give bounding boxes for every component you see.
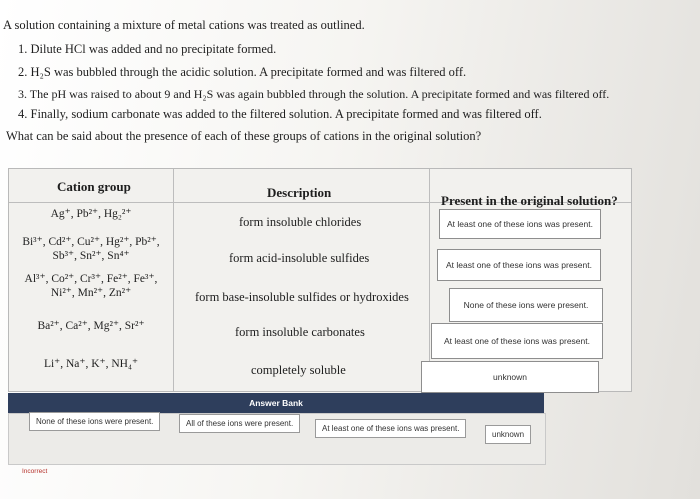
answer-bank-title: Answer Bank (8, 393, 544, 413)
answer-drop-zone-carbonates[interactable]: At least one of these ions was present. (431, 323, 603, 359)
cation-line: Al³⁺, Co²⁺, Cr³⁺, Fe²⁺, Fe³⁺, (24, 273, 158, 285)
cation-table (8, 168, 632, 392)
question-step-3: 3. The pH was raised to about 9 and H₂S was again bubbled through the solution. A precipitate formed and was filtered off. (18, 87, 610, 101)
cation-line: Bi³⁺, Cd²⁺, Cu²⁺, Hg²⁺, Pb²⁺, (22, 236, 160, 248)
cation-group-carbonates (9, 319, 173, 333)
status-incorrect: Incorrect (22, 468, 48, 475)
description-acid-sulfides: form acid-insoluble sulfides (229, 251, 370, 265)
header-present: Present in the original solution? (441, 193, 618, 208)
description-chlorides: form insoluble chlorides (239, 215, 362, 229)
answer-chip-all[interactable]: All of these ions were present. (179, 414, 300, 433)
question-prompt: What can be said about the presence of each of these groups of cations in the original solution? (6, 129, 482, 143)
cation-line: Ag⁺, Pb²⁺, Hg₂²⁺ (50, 208, 132, 220)
answer-chip-at-least-one[interactable]: At least one of these ions was present. (315, 419, 466, 438)
header-cation-group: Cation group (57, 179, 131, 194)
cation-group-acid-sulfides (9, 235, 173, 263)
cation-line: Li⁺, Na⁺, K⁺, NH₄⁺ (43, 358, 139, 370)
description-base-sulfides: form base-insoluble sulfides or hydroxides (195, 290, 409, 304)
cation-group-soluble (9, 357, 173, 371)
cation-group-base-sulfides (9, 272, 173, 300)
answer-drop-zone-chlorides[interactable]: At least one of these ions was present. (439, 209, 601, 239)
cation-line: Ni²⁺, Mn²⁺, Zn²⁺ (50, 287, 132, 299)
cation-group-chlorides (9, 207, 173, 221)
cation-line: Ba²⁺, Ca²⁺, Mg²⁺, Sr²⁺ (37, 320, 145, 332)
question-step-2: 2. H₂S was bubbled through the acidic solution. A precipitate formed and was filtered off. (18, 65, 467, 79)
question-step-4: 4. Finally, sodium carbonate was added to the filtered solution. A precipitate formed and was filtered off. (18, 107, 542, 121)
question-step-1: 1. Dilute HCl was added and no precipitate formed. (18, 42, 277, 56)
question-intro: A solution containing a mixture of metal cations was treated as outlined. (3, 18, 365, 32)
cation-line: Sb³⁺, Sn²⁺, Sn⁴⁺ (52, 250, 130, 262)
answer-drop-zone-base-sulfides[interactable]: None of these ions were present. (449, 288, 603, 322)
description-soluble: completely soluble (251, 363, 346, 377)
answer-chip-none[interactable]: None of these ions were present. (29, 412, 160, 431)
header-description: Description (267, 185, 332, 200)
description-carbonates: form insoluble carbonates (235, 325, 365, 339)
answer-drop-zone-acid-sulfides[interactable]: At least one of these ions was present. (437, 249, 601, 281)
answer-bank (8, 413, 546, 465)
answer-drop-zone-soluble[interactable]: unknown (421, 361, 599, 393)
answer-chip-unknown[interactable]: unknown (485, 425, 531, 444)
